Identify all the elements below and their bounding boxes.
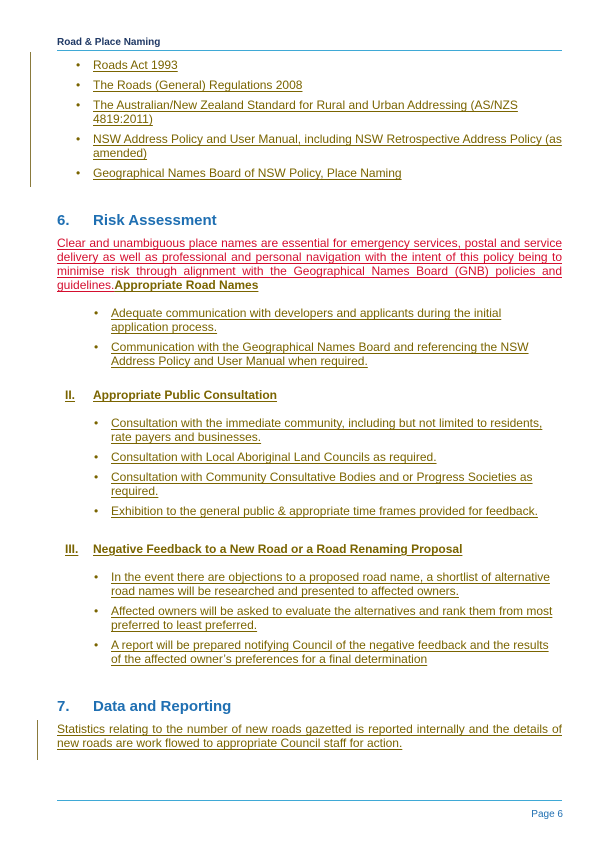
page-number: Page 6	[531, 809, 563, 820]
change-bar	[30, 52, 31, 187]
inline-subheading: Appropriate Road Names	[114, 278, 259, 292]
bullet-icon: •	[94, 504, 99, 518]
change-bar	[37, 720, 38, 760]
header-rule	[57, 50, 562, 51]
section-heading: 6. Risk Assessment	[57, 212, 217, 229]
footer-rule	[57, 800, 562, 801]
list-item: • Consultation with the immediate community, including but not limited to residents, rate payers and businesses.	[94, 416, 543, 444]
bullet-icon: •	[94, 416, 99, 430]
bullet-icon: •	[94, 470, 99, 484]
consultation-list	[94, 416, 551, 524]
negative-feedback-list	[94, 570, 556, 672]
list-item: • Communication with the Geographical Names Board and referencing the NSW Address Policy and User Manual when required.	[94, 340, 529, 368]
list-item: • Geographical Names Board of NSW Policy, Place Naming	[76, 166, 402, 180]
list-item: • The Roads (General) Regulations 2008	[76, 78, 303, 92]
list-item: • In the event there are objections to a proposed road name, a shortlist of alternative road names will be researched and presented to affected owners.	[94, 570, 550, 598]
reporting-paragraph: Statistics relating to the number of new roads gazetted is reported internally and the details of new roads are work flowed to appropriate Council staff for action.	[57, 722, 562, 750]
list-item: • Adequate communication with developers and applicants during the initial application process.	[94, 306, 502, 334]
subheading-negative-feedback: III. Negative Feedback to a New Road or a Road Renaming Proposal	[65, 542, 463, 556]
bullet-icon: •	[76, 58, 81, 72]
list-item: • The Australian/New Zealand Standard for Rural and Urban Addressing (AS/NZS 4819:2011)	[76, 98, 518, 126]
list-item: • NSW Address Policy and User Manual, including NSW Retrospective Address Policy (as amended)	[76, 132, 562, 160]
bullet-icon: •	[76, 98, 81, 112]
list-item: • A report will be prepared notifying Council of the negative feedback and the results of the affected owner’s preferences for a final determination	[94, 638, 549, 666]
bullet-icon: •	[94, 306, 99, 320]
bullet-icon: •	[94, 570, 99, 584]
list-item: • Affected owners will be asked to evaluate the alternatives and rank them from most preferred to least preferred.	[94, 604, 553, 632]
bullet-icon: •	[94, 638, 99, 652]
bullet-icon: •	[94, 450, 99, 464]
risk-paragraph: Clear and unambiguous place names are essential for emergency services, postal and service delivery as well as professional and personal navigation with the intent of this policy being to minimise risk through alignment with the Geographical Names Board (GNB) policies and guidelines.Appropriate Road Names	[57, 236, 562, 292]
subheading-consultation: II. Appropriate Public Consultation	[65, 388, 278, 402]
bullet-icon: •	[76, 132, 81, 146]
bullet-icon: •	[94, 340, 99, 354]
list-item: • Consultation with Community Consultative Bodies and or Progress Societies as required.	[94, 470, 533, 498]
bullet-icon: •	[76, 166, 81, 180]
legislation-list	[76, 58, 563, 186]
bullet-icon: •	[94, 604, 99, 618]
list-item: • Consultation with Local Aboriginal Land Councils as required.	[94, 450, 437, 464]
running-header: Road & Place Naming	[57, 37, 161, 48]
bullet-icon: •	[76, 78, 81, 92]
road-names-list	[94, 306, 551, 374]
list-item: • Exhibition to the general public & appropriate time frames provided for feedback.	[94, 504, 538, 518]
list-item: • Roads Act 1993	[76, 58, 178, 72]
section-heading: 7. Data and Reporting	[57, 698, 232, 715]
